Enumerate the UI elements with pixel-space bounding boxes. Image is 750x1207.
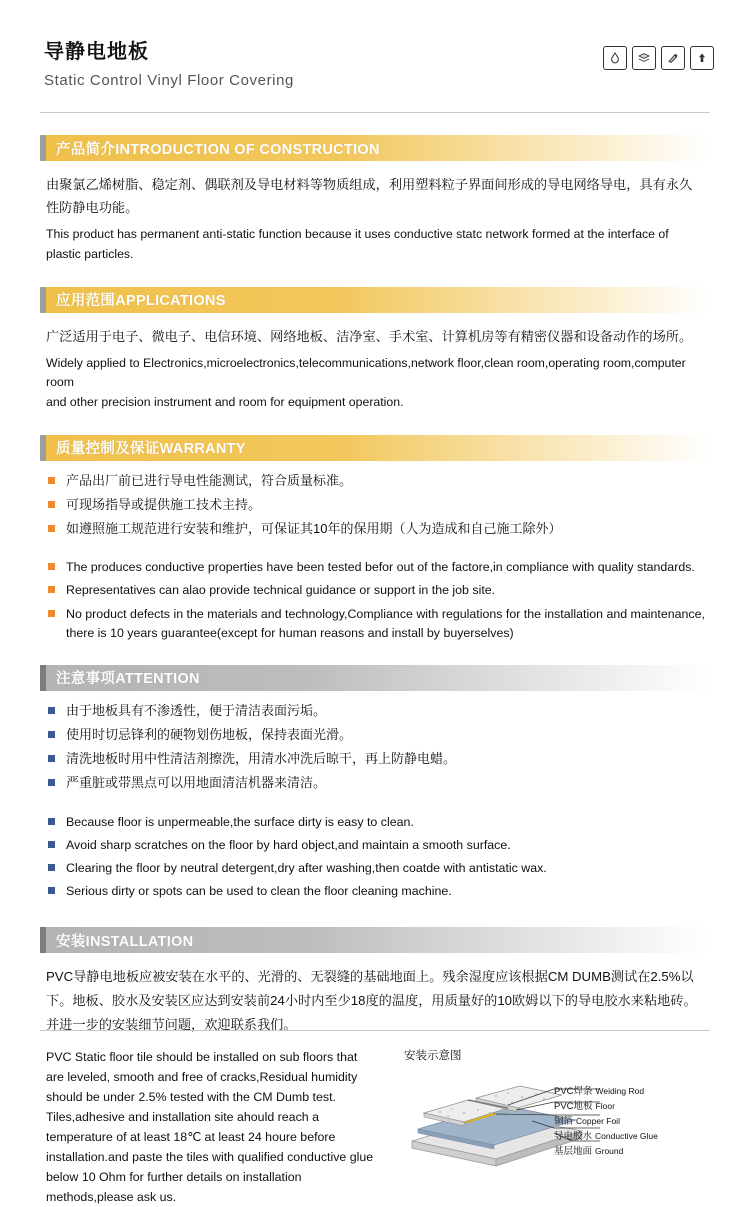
page-title-zh: 导静电地板 (44, 41, 149, 63)
attention-list-zh (32, 701, 718, 794)
section-bar-warranty (40, 435, 710, 461)
legend-label-zh: 导电胶水 (554, 1130, 593, 1142)
legend-label-en: Floor (595, 1101, 615, 1112)
diagram-legend (554, 1085, 704, 1160)
bar-accent (40, 665, 46, 691)
installation-columns (46, 1047, 704, 1207)
section-bar-installation (40, 927, 710, 953)
attention-list-en (32, 813, 718, 902)
legend-label-zh: PVC地板 (554, 1100, 593, 1112)
list-item-label: No product defects in the materials and technology,Compliance with regulations for the installation and maintenance, there is 10 years guarantee(except for human reasons and install by buyerselves) (66, 606, 705, 640)
list-item (46, 519, 718, 539)
list-item-label: 严重脏或带黑点可以用地面清洁机器来清洁。 (66, 775, 327, 791)
applications-text-en-2: and other precision instrument and room for equipment operation. (46, 394, 404, 409)
list-item (46, 749, 718, 769)
applications-text-zh: 广泛适用于电子、微电子、电信环境、网络地板、洁净室、手术室、计算机房等有精密仪器和设备动作的场所。 (46, 328, 693, 344)
legend-item (554, 1130, 704, 1145)
bar-accent (40, 435, 46, 461)
document-header (32, 0, 718, 90)
section-title-applications-en: APPLICATIONS (115, 293, 226, 310)
applications-text-en-1: Widely applied to Electronics,microelectronics,telecommunications,network floor,clean room,operating room,computer room (46, 355, 686, 390)
intro-text-zh: 由聚氯乙烯树脂、稳定剂、偶联剂及导电材料等物质组成，利用塑料粒子界面间形成的导电网络导电，具有永久性防静电功能。 (46, 177, 693, 216)
list-item (46, 725, 718, 745)
bullet-square-icon (48, 779, 55, 786)
legend-item (554, 1115, 704, 1130)
legend-label-zh: 基层地面 (554, 1145, 593, 1157)
list-item-label: Clearing the floor by neutral detergent,dry after washing,then coatde with antistatic wax. (66, 860, 547, 875)
page-title-en: Static Control Vinyl Floor Covering (44, 72, 294, 89)
legend-label-en: Weiding Rod (595, 1086, 645, 1097)
applications-body (46, 325, 704, 413)
installation-diagram (404, 1069, 704, 1179)
bullet-square-icon (48, 818, 55, 825)
list-item (46, 813, 718, 832)
bar-accent (40, 927, 46, 953)
section-bar-applications (40, 287, 710, 313)
section-title-applications-zh: 应用范围 (56, 293, 116, 310)
header-icon-group (603, 46, 714, 70)
list-item-label: Serious dirty or spots can be used to clean the floor cleaning machine. (66, 884, 452, 899)
bullet-square-icon (48, 477, 55, 484)
bullet-square-icon (48, 755, 55, 762)
installation-text-en: PVC Static floor tile should be installed on sub floors that are leveled, smooth and free of cracks,Residual humidity should be under 2.5% tested with the CM Dumb test. Tiles,adhesive and installation site ahould reach a temperature of at least 18℃ at least 24 houre before installation.and paste the tiles with qualified conductive glue below 10 Ohm for further details on installation methods,please ask us. (46, 1049, 374, 1205)
legend-label-zh: 铜箔 (554, 1115, 574, 1127)
section-title-warranty-zh: 质量控制及保证 (56, 441, 160, 458)
section-title-installation-zh: 安装 (56, 933, 86, 950)
header-divider (40, 112, 710, 113)
list-item (46, 495, 718, 515)
list-item-label: Because floor is unpermeable,the surface dirty is easy to clean. (66, 814, 414, 829)
diagram-caption: 安装示意图 (404, 1049, 462, 1062)
legend-item (554, 1100, 704, 1115)
legend-label-en: Conductive Glue (595, 1131, 658, 1142)
list-item-label: 由于地板具有不渗透性，便于清洁表面污垢。 (66, 702, 327, 718)
section-title-installation-en: INSTALLATION (85, 933, 194, 950)
list-item (46, 859, 718, 878)
list-item-label: 可现场指导或提供施工技术主持。 (66, 496, 262, 512)
bullet-square-icon (48, 563, 55, 570)
bullet-square-icon (48, 525, 55, 532)
bullet-square-icon (48, 864, 55, 871)
installation-text-zh: PVC导静电地板应被安装在水平的、光滑的、无裂缝的基础地面上。残余湿度应该根据CM DUMB测试在2.5%以下。地板、胶水及安装区应达到安装前24小时内至少18度的温度，用质量好的10欧姆以下的导电胶水来粘地砖。并进一步的安装细节问题，欢迎联系我们。 (46, 969, 697, 1032)
section-title-attention-en: ATTENTION (115, 671, 200, 688)
list-item-label: The produces conductive properties have been tested befor out of the factore,in compliance with quality standards. (66, 560, 695, 575)
droplet-icon (603, 46, 627, 70)
list-item (46, 701, 718, 721)
legend-label-zh: PVC焊条 (554, 1085, 593, 1097)
list-item (46, 882, 718, 901)
list-item (46, 836, 718, 855)
legend-label-en: Copper Foil (576, 1116, 620, 1127)
arrow-up-icon (690, 46, 714, 70)
section-bar-introduction (40, 135, 710, 161)
list-item-label: 产品出厂前已进行导电性能测试，符合质量标准。 (66, 472, 353, 488)
list-item-label: Representatives can alao provide technical guidance or support in the job site. (66, 583, 496, 598)
bullet-square-icon (48, 707, 55, 714)
list-item-label: 清洗地板时用中性清洁剂擦洗，用清水冲洗后晾干，再上防静电蜡。 (66, 751, 457, 767)
list-item-label: 如遵照施工规范进行安装和维护，可保证其10年的保用期（人为造成和自己施工除外） (66, 520, 562, 536)
bullet-square-icon (48, 887, 55, 894)
bullet-square-icon (48, 501, 55, 508)
list-item (46, 471, 718, 491)
list-item (46, 605, 718, 643)
intro-body (46, 173, 704, 265)
warranty-list-zh (32, 471, 718, 539)
list-item (46, 773, 718, 793)
bullet-square-icon (48, 731, 55, 738)
section-title-intro-zh: 产品简介 (56, 141, 116, 158)
brush-icon (661, 46, 685, 70)
list-item (46, 558, 718, 577)
legend-item (554, 1145, 704, 1160)
installation-diagram-wrap (394, 1047, 704, 1207)
warranty-list-en (32, 558, 718, 643)
section-title-attention-zh: 注意事项 (56, 671, 116, 688)
section-title-intro-en: INTRODUCTION OF CONSTRUCTION (115, 141, 380, 158)
title-block (44, 40, 294, 90)
list-item-label: Avoid sharp scratches on the floor by hard object,and maintain a smooth surface. (66, 837, 511, 852)
layers-icon (632, 46, 656, 70)
legend-item (554, 1085, 704, 1100)
footer-divider (40, 1030, 710, 1031)
bullet-square-icon (48, 841, 55, 848)
bar-accent (40, 135, 46, 161)
bullet-square-icon (48, 586, 55, 593)
section-title-warranty-en: WARRANTY (159, 441, 246, 458)
bullet-square-icon (48, 610, 55, 617)
intro-text-en: This product has permanent anti-static function because it uses conductive statc network formed at the interface of plastic particles. (46, 227, 669, 261)
legend-label-en: Ground (595, 1146, 624, 1157)
list-item-label: 使用时切忌锋利的硬物划伤地板，保持表面光滑。 (66, 727, 353, 743)
list-item (46, 581, 718, 600)
section-bar-attention (40, 665, 710, 691)
bar-accent (40, 287, 46, 313)
